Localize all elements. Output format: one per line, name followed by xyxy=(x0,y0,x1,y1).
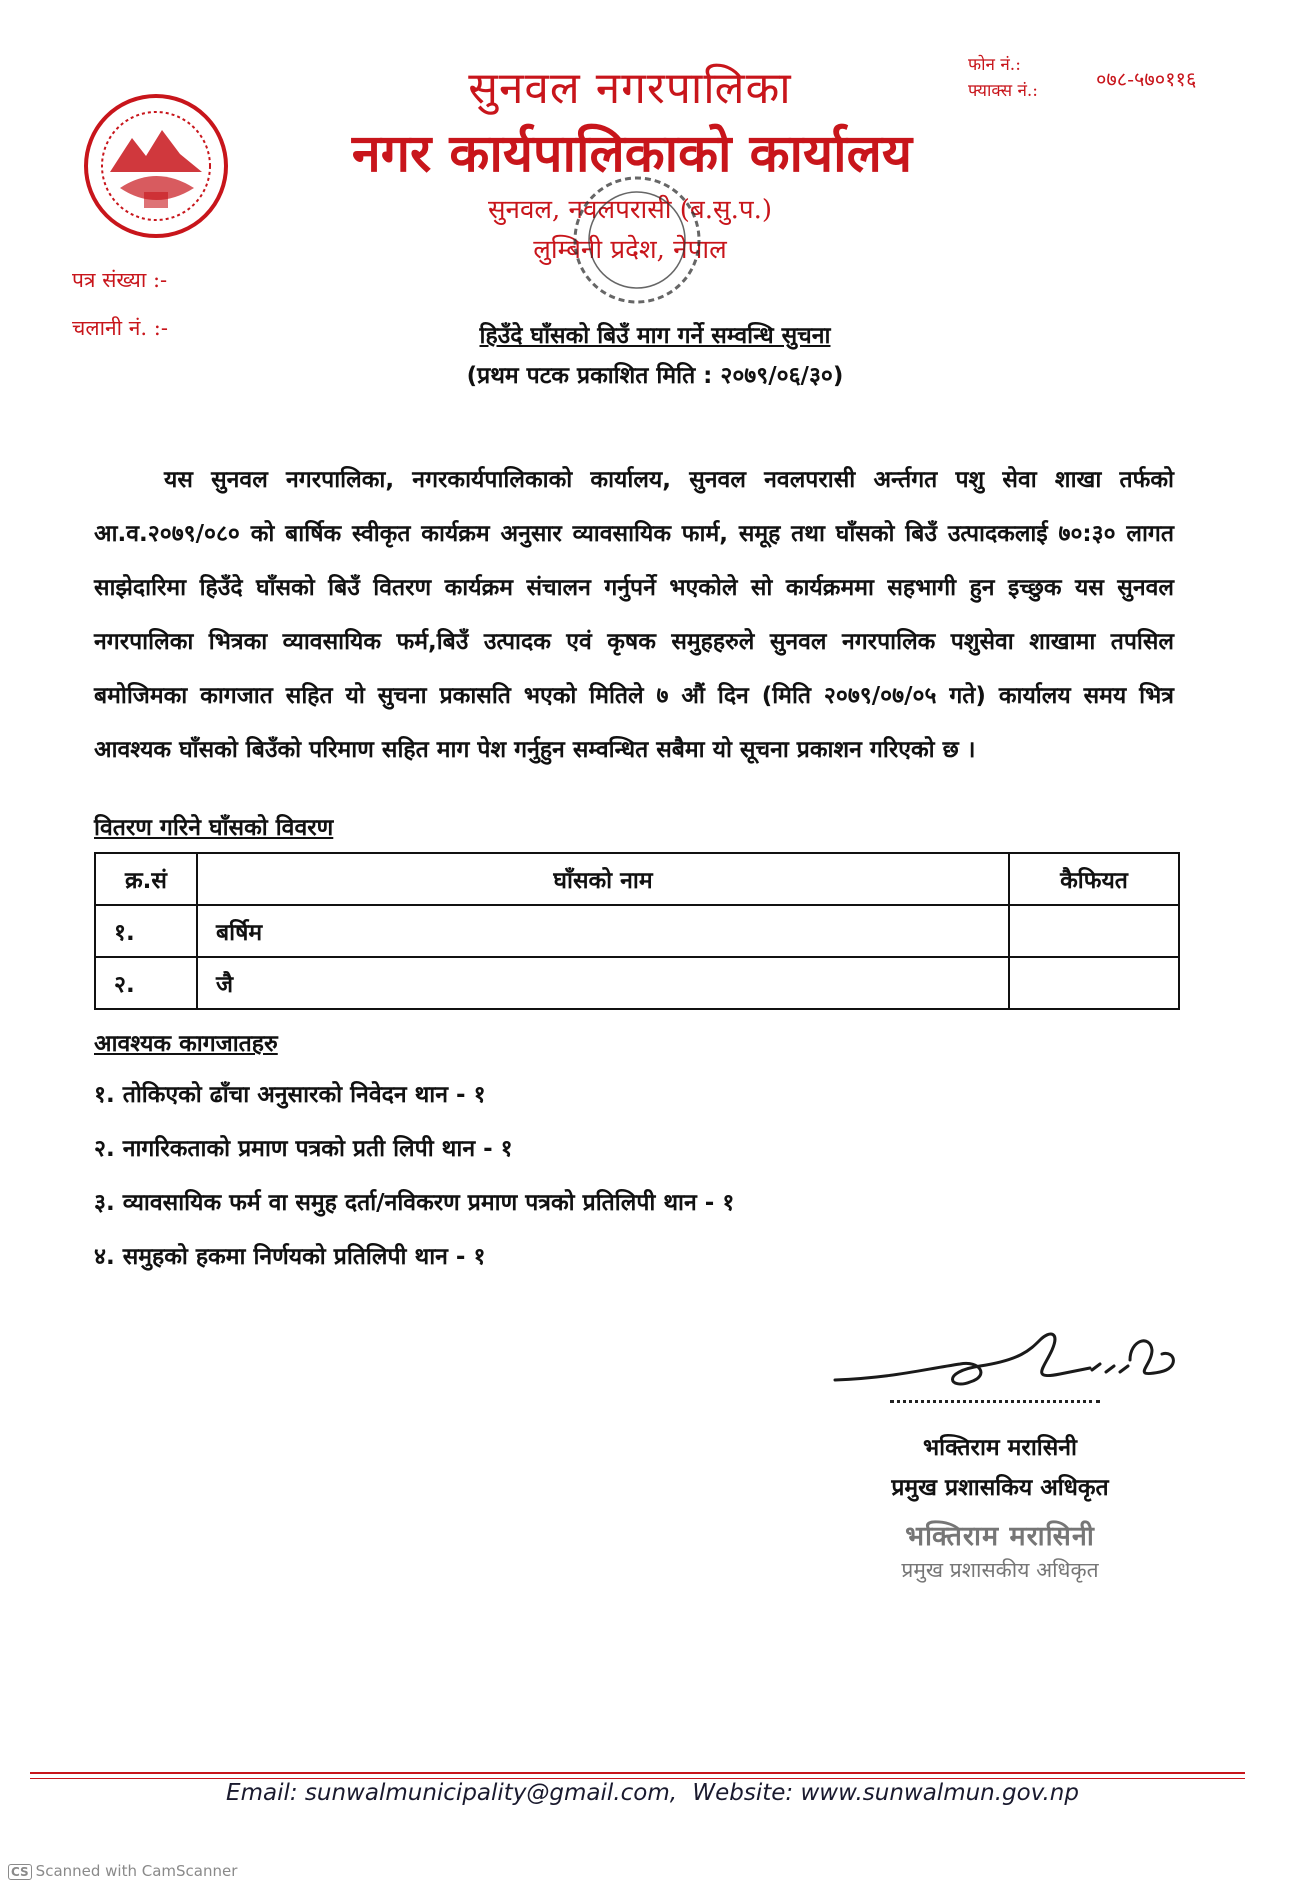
address-line-1: सुनवल, नवलपरासी (ब.सु.प.) xyxy=(487,195,773,225)
footer-contact xyxy=(0,1780,1305,1806)
list-item: २. नागरिकताको प्रमाण पत्रको प्रती लिपी थान - १ xyxy=(94,1136,513,1162)
signatory-title: प्रमुख प्रशासकिय अधिकृत xyxy=(891,1475,1109,1501)
office-stamp xyxy=(532,172,742,322)
dispatch-number-label: चलानी नं. :- xyxy=(72,316,168,340)
name-stamp: भक्तिराम मरासिनी xyxy=(905,1521,1095,1552)
handwritten-signature xyxy=(830,1320,1190,1430)
phone-label: फोन नं.: xyxy=(968,55,1021,75)
phone-number: ०७८-५७०११६ xyxy=(1096,67,1197,91)
website-label: Website: xyxy=(692,1780,794,1806)
list-item: १. तोकिएको ढाँचा अनुसारको निवेदन थान - १ xyxy=(94,1082,486,1108)
grass-table xyxy=(94,852,1180,1010)
footer-divider xyxy=(30,1778,1245,1779)
grass-name-cell: बर्षिम xyxy=(197,905,1009,957)
notice-subject: हिउँदे घाँसको बिउँ माग गर्ने सम्वन्धि सुचना xyxy=(479,323,831,349)
email-address: sunwalmunicipality@gmail.com, xyxy=(304,1780,678,1806)
table-row xyxy=(95,957,1179,1009)
list-item: ४. समुहको हकमा निर्णयको प्रतिलिपी थान - १ xyxy=(94,1244,486,1270)
office-name: नगर कार्यपालिकाको कार्यालय xyxy=(351,124,913,184)
serial-cell: २. xyxy=(95,957,197,1009)
column-header: घाँसको नाम xyxy=(197,853,1009,905)
documents-title: आवश्यक कागजातहरु xyxy=(94,1031,278,1057)
column-header: क्र.सं xyxy=(95,853,197,905)
grass-table-title: वितरण गरिने घाँसको विवरण xyxy=(94,815,334,841)
scanner-watermark xyxy=(8,1862,237,1880)
camscanner-icon: CS xyxy=(8,1864,32,1880)
title-stamp: प्रमुख प्रशासकीय अधिकृत xyxy=(901,1558,1099,1582)
footer-divider xyxy=(30,1772,1245,1774)
signature-line xyxy=(890,1400,1100,1403)
serial-cell: १. xyxy=(95,905,197,957)
notice-body: यस सुनवल नगरपालिका, नगरकार्यपालिकाको कार्यालय, सुनवल नवलपरासी अर्न्तगत पशु सेवा शाखा तर्फको आ.व.२०७९/०८० को बार्षिक स्वीकृत कार्यक्रम अनुसार व्यावसायिक फार्म, समूह तथा घाँसको बिउँ उत्पादकलाई ७०:३० लागत साझेदारिमा हिउँदे घाँसको बिउँ वितरण कार्यक्रम संचालन गर्नुपर्ने भएकोले सो कार्यक्रममा सहभागी हुन इच्छुक यस सुनवल नगरपालिका भित्रका व्यावसायिक फर्म,बिउँ उत्पादक एवं कृषक समुहहरुले सुनवल नगरपालिक पशुसेवा शाखामा तपसिल बमोजिमका कागजात सहित यो सुचना प्रकासति भएको मितिले ७ औं दिन (मिति २०७९/०७/०५ गते) कार्यालय समय भित्र आवश्यक घाँसको बिउँको परिमाण सहित माग पेश गर्नुहुन सम्वन्धित सबैमा यो सूचना प्रकाशन गरिएको छ । xyxy=(94,467,1174,763)
address-line-2: लुम्बिनी प्रदेश, नेपाल xyxy=(533,235,727,265)
remarks-cell xyxy=(1009,957,1179,1009)
fax-label: फ्याक्स नं.: xyxy=(968,81,1039,101)
email-label: Email: xyxy=(226,1780,298,1806)
website-address: www.sunwalmun.gov.np xyxy=(800,1780,1079,1806)
published-date: (प्रथम पटक प्रकाशित मिति : २०७९/०६/३०) xyxy=(466,363,844,389)
documents-list xyxy=(94,1068,1094,1284)
column-header: कैफियत xyxy=(1009,853,1179,905)
org-name: सुनवल नगरपालिका xyxy=(468,63,792,114)
list-item: ३. व्यावसायिक फर्म वा समुह दर्ता/नविकरण प्रमाण पत्रको प्रतिलिपी थान - १ xyxy=(94,1190,735,1216)
signatory-name: भक्तिराम मरासिनी xyxy=(922,1435,1078,1461)
municipality-logo xyxy=(82,92,230,240)
table-header-row xyxy=(95,853,1179,905)
reference-number-label: पत्र संख्या :- xyxy=(72,268,168,292)
contact-box xyxy=(968,52,1248,104)
remarks-cell xyxy=(1009,905,1179,957)
table-row xyxy=(95,905,1179,957)
grass-name-cell: जै xyxy=(197,957,1009,1009)
scanner-text: Scanned with CamScanner xyxy=(35,1862,238,1880)
